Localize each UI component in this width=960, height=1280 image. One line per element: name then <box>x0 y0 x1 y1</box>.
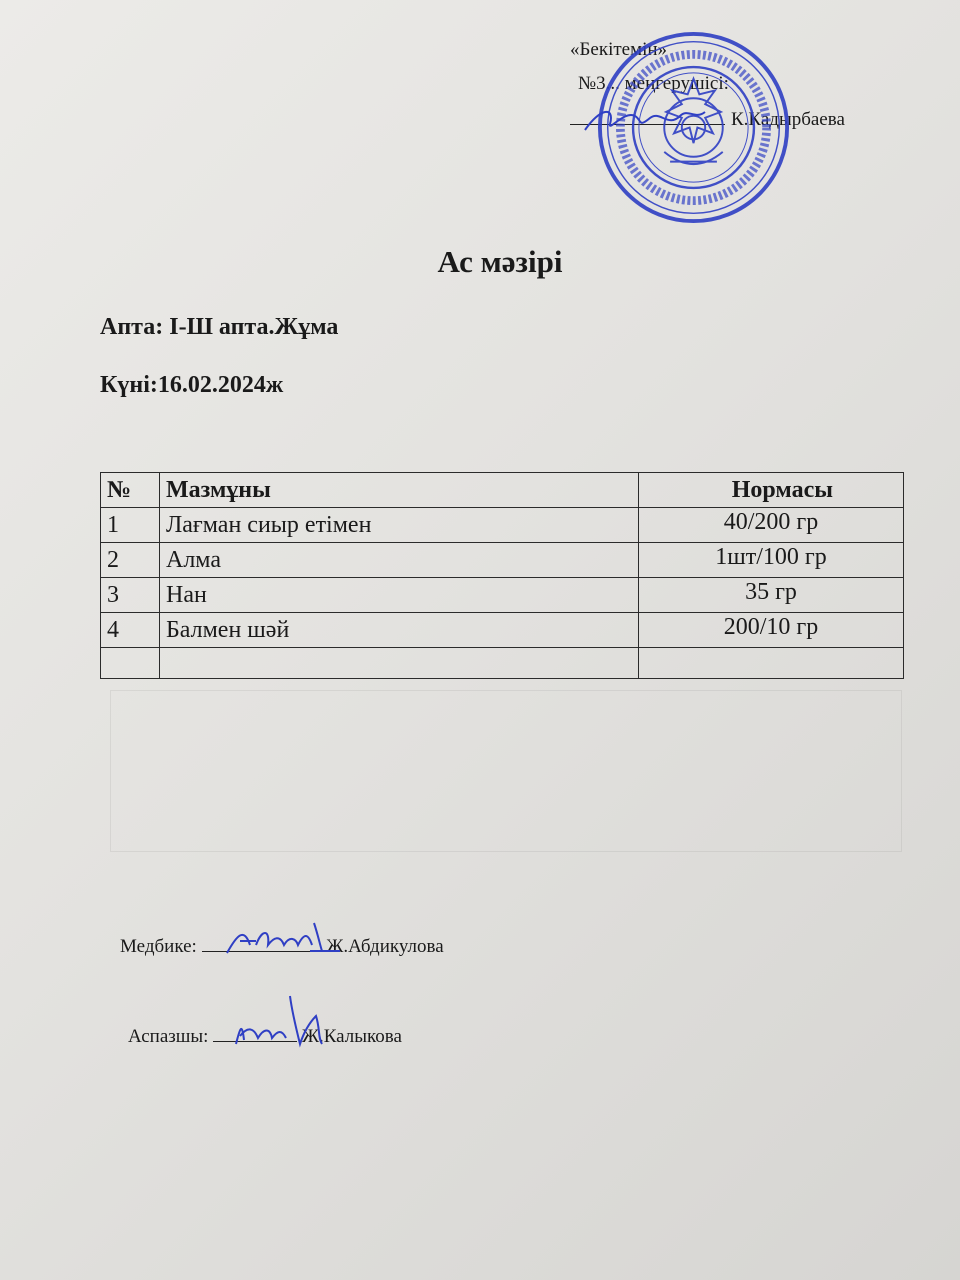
menu-table <box>100 472 904 679</box>
cook-name: Ж.Калыкова <box>301 1026 402 1047</box>
approval-name: К.Кадырбаева <box>731 109 845 130</box>
row-dish: Балмен шәй <box>160 613 639 648</box>
row-dish: Нан <box>160 578 639 613</box>
row-norm: 1шт/100 гр <box>639 543 904 578</box>
row-norm: 200/10 гр <box>639 613 904 648</box>
row-number: 1 <box>101 508 160 543</box>
week-label: Апта: I-Ш апта.Жұма <box>100 314 339 340</box>
header-content: Мазмұны <box>160 473 639 508</box>
row-norm: 35 гр <box>639 578 904 613</box>
header-number: № <box>101 473 160 508</box>
table-row <box>101 613 904 648</box>
cook-label: Аспазшы: <box>128 1026 209 1047</box>
table-header-row <box>101 473 904 508</box>
page-title: Ас мәзірі <box>437 244 563 279</box>
table-row <box>101 508 904 543</box>
nurse-signature <box>222 915 342 960</box>
director-signature <box>580 98 710 138</box>
bleed-through-table <box>110 690 902 852</box>
row-number: 2 <box>101 543 160 578</box>
table-row <box>101 543 904 578</box>
cook-signature <box>230 992 330 1052</box>
date-label: Күні:16.02.2024ж <box>100 372 284 398</box>
row-dish: Алма <box>160 543 639 578</box>
row-dish: Лағман сиыр етімен <box>160 508 639 543</box>
table-row-empty <box>101 648 904 679</box>
row-number: 4 <box>101 613 160 648</box>
row-norm: 40/200 гр <box>639 508 904 543</box>
row-number: 3 <box>101 578 160 613</box>
approval-heading: «Бекітемін» <box>570 39 668 60</box>
nurse-name: Ж.Абдикулова <box>326 936 444 957</box>
header-norm: Нормасы <box>639 473 904 508</box>
table-row <box>101 578 904 613</box>
approval-position: №3... меңгерушісі: <box>578 73 729 94</box>
nurse-label: Медбике: <box>120 936 197 957</box>
